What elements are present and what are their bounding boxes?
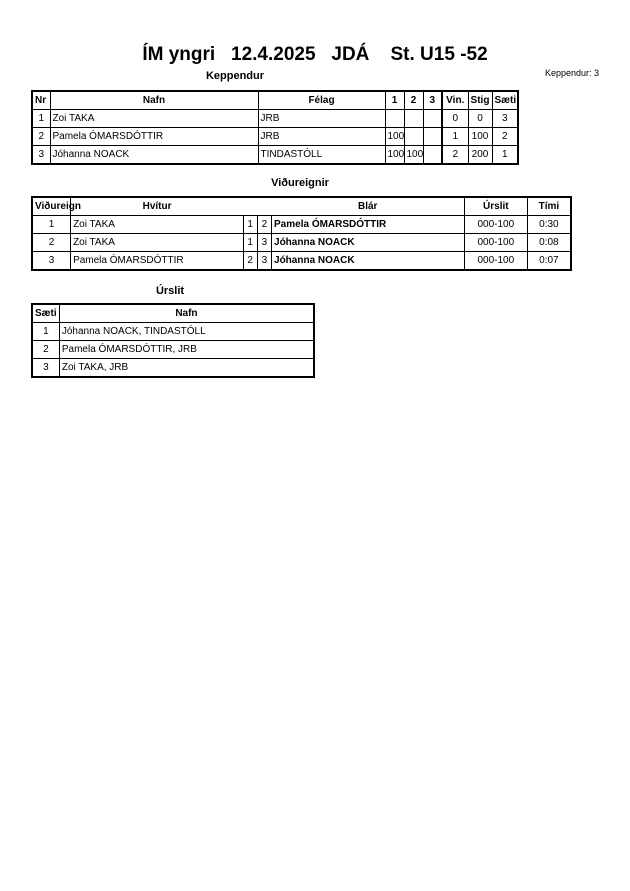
cell-result: 000-100 <box>464 252 527 271</box>
col-header-name: Nafn <box>50 91 258 110</box>
cell-wins: 0 <box>442 110 468 128</box>
cell-nr: 2 <box>32 128 50 146</box>
cell-blue-nr: 3 <box>257 252 271 271</box>
cell-result: 000-100 <box>464 234 527 252</box>
competitors-table <box>31 90 519 165</box>
table-row <box>32 341 314 359</box>
col-header-r1: 1 <box>385 91 404 110</box>
cell-white-nr: 2 <box>243 252 257 271</box>
table-row <box>32 128 518 146</box>
cell-blue: Jóhanna NOACK <box>272 252 465 271</box>
cell-name: Pamela ÓMARSDÓTTIR <box>50 128 258 146</box>
cell-name: Zoi TAKA <box>50 110 258 128</box>
col-header-blue: Blár <box>272 197 465 216</box>
cell-blue-nr: 3 <box>257 234 271 252</box>
cell-place: 2 <box>492 128 518 146</box>
cell-place: 2 <box>32 341 59 359</box>
col-header-result: Úrslit <box>464 197 527 216</box>
cell-name: Jóhanna NOACK <box>50 146 258 165</box>
cell-points: 200 <box>468 146 492 165</box>
competitors-section-title: Keppendur <box>205 70 265 82</box>
col-header-nr: Nr <box>32 91 50 110</box>
cell-nr: 3 <box>32 146 50 165</box>
cell-r2 <box>404 128 423 146</box>
cell-nr: 1 <box>32 110 50 128</box>
col-header-place: Sæti <box>492 91 518 110</box>
col-header-wins: Vin. <box>442 91 468 110</box>
table-row <box>32 146 518 165</box>
cell-club: JRB <box>258 128 385 146</box>
cell-place: 1 <box>32 323 59 341</box>
col-header-blue-nr <box>257 197 271 216</box>
cell-r2: 100 <box>404 146 423 165</box>
col-header-r2: 2 <box>404 91 423 110</box>
competitors-header-row <box>32 91 518 110</box>
cell-r1 <box>385 110 404 128</box>
results-header-row <box>32 304 314 323</box>
cell-r2 <box>404 110 423 128</box>
cell-white: Zoi TAKA <box>71 216 244 234</box>
table-row <box>32 216 571 234</box>
cell-club: JRB <box>258 110 385 128</box>
table-row <box>32 234 571 252</box>
cell-wins: 1 <box>442 128 468 146</box>
page-title: ÍM yngri 12.4.2025 JDÁ St. U15 -52 <box>142 44 488 65</box>
cell-r1: 100 <box>385 128 404 146</box>
cell-name: Pamela ÓMARSDÓTTIR, JRB <box>59 341 314 359</box>
col-header-points: Stig <box>468 91 492 110</box>
cell-r3 <box>423 110 442 128</box>
cell-match: 2 <box>32 234 71 252</box>
cell-result: 000-100 <box>464 216 527 234</box>
results-section-title: Úrslit <box>155 285 185 297</box>
cell-time: 0:08 <box>527 234 571 252</box>
cell-points: 0 <box>468 110 492 128</box>
cell-white: Zoi TAKA <box>71 234 244 252</box>
cell-match: 1 <box>32 216 71 234</box>
cell-r1: 100 <box>385 146 404 165</box>
cell-r3 <box>423 128 442 146</box>
cell-name: Jóhanna NOACK, TINDASTÓLL <box>59 323 314 341</box>
cell-blue: Pamela ÓMARSDÓTTIR <box>272 216 465 234</box>
col-header-time: Tími <box>527 197 571 216</box>
cell-r3 <box>423 146 442 165</box>
table-row <box>32 110 518 128</box>
cell-wins: 2 <box>442 146 468 165</box>
table-row <box>32 323 314 341</box>
matches-table <box>31 196 572 271</box>
col-header-club: Félag <box>258 91 385 110</box>
cell-place: 1 <box>492 146 518 165</box>
cell-name: Zoi TAKA, JRB <box>59 359 314 378</box>
col-header-white-nr <box>243 197 257 216</box>
cell-blue: Jóhanna NOACK <box>272 234 465 252</box>
cell-place: 3 <box>32 359 59 378</box>
cell-blue-nr: 2 <box>257 216 271 234</box>
cell-place: 3 <box>492 110 518 128</box>
col-header-place: Sæti <box>32 304 59 323</box>
cell-white-nr: 1 <box>243 234 257 252</box>
col-header-match: Viðureign <box>32 197 71 216</box>
results-table <box>31 303 315 378</box>
col-header-white: Hvítur <box>71 197 244 216</box>
col-header-r3: 3 <box>423 91 442 110</box>
matches-header-row <box>32 197 571 216</box>
cell-points: 100 <box>468 128 492 146</box>
cell-club: TINDASTÓLL <box>258 146 385 165</box>
cell-match: 3 <box>32 252 71 271</box>
col-header-name: Nafn <box>59 304 314 323</box>
cell-white: Pamela ÓMARSDÓTTIR <box>71 252 244 271</box>
table-row <box>32 252 571 271</box>
matches-section-title: Viðureignir <box>271 177 329 189</box>
cell-time: 0:30 <box>527 216 571 234</box>
cell-white-nr: 1 <box>243 216 257 234</box>
competitor-count: Keppendur: 3 <box>544 68 599 78</box>
table-row <box>32 359 314 378</box>
cell-time: 0:07 <box>527 252 571 271</box>
